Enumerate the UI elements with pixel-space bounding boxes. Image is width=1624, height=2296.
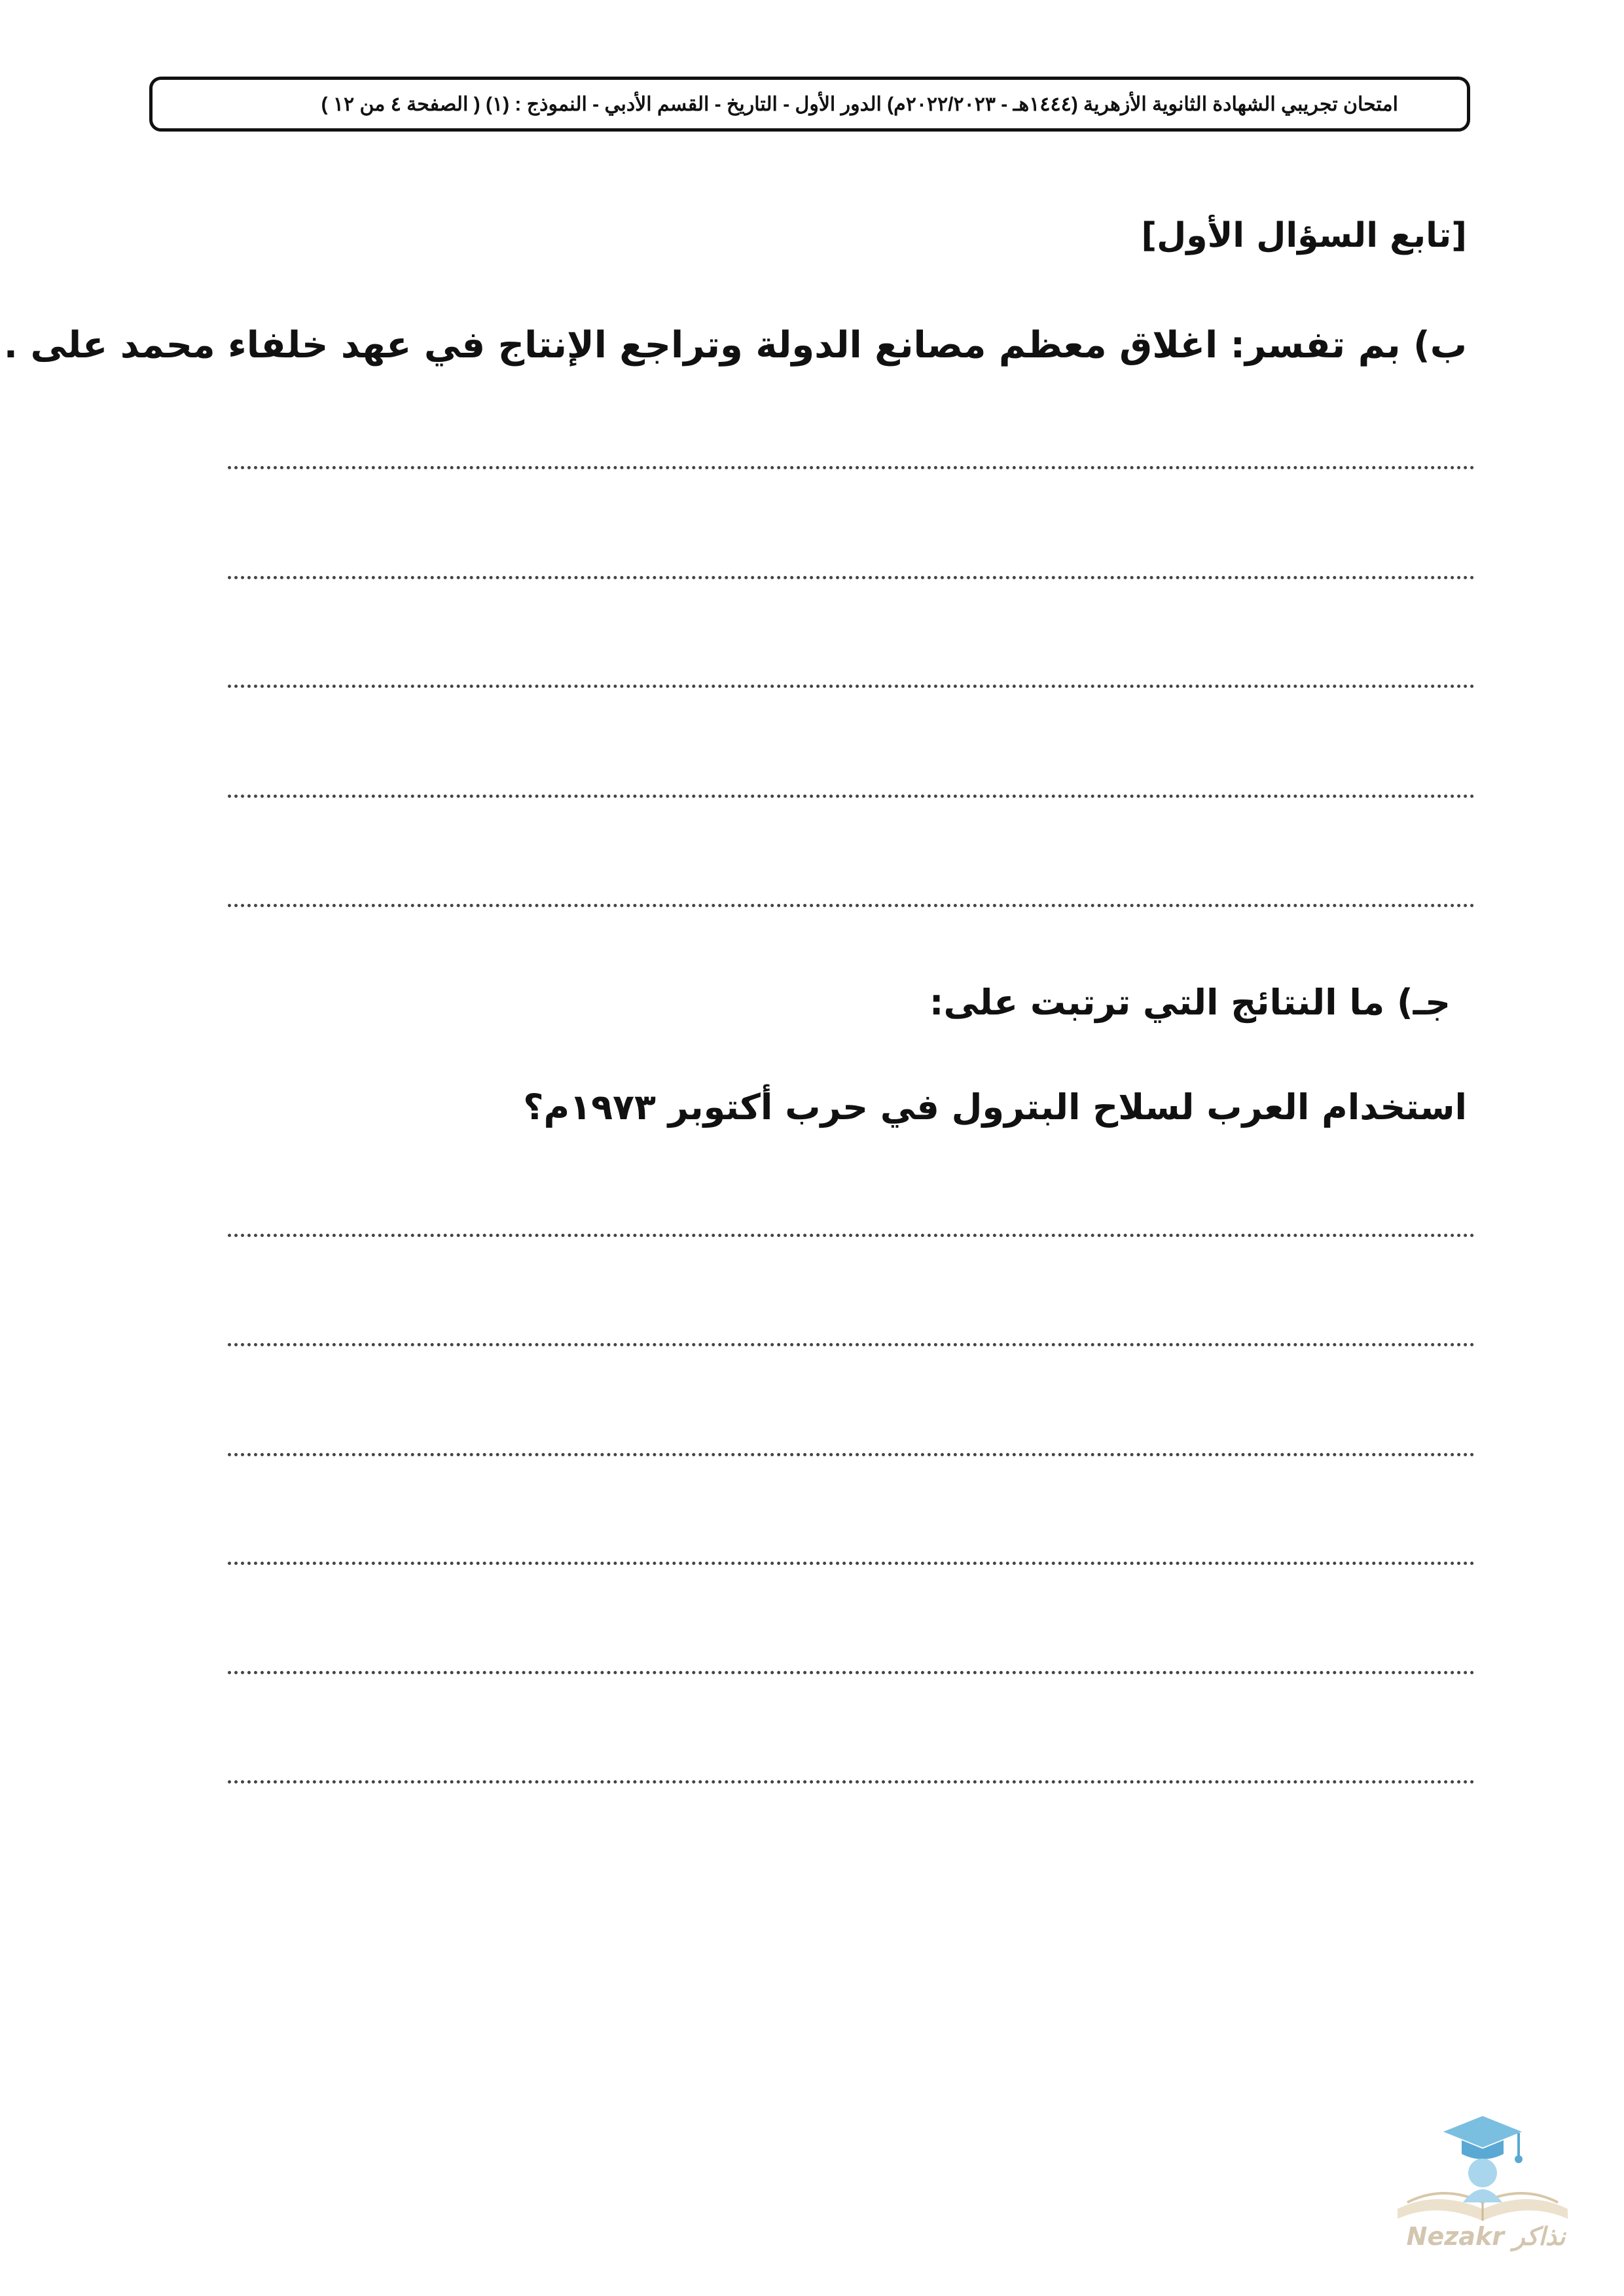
continue-question-label: [تابع السؤال الأول] <box>1141 216 1467 255</box>
answer-line <box>228 576 1475 579</box>
question-c-text: جـ) ما النتائج التي ترتبت على: <box>929 982 1451 1023</box>
answer-line <box>228 1671 1475 1674</box>
exam-header-box <box>149 77 1470 132</box>
answer-line <box>228 795 1475 798</box>
question-b-text: ب) بم تفسر: اغلاق معظم مصانع الدولة وتراجع الإنتاج في عهد خلفاء محمد على . <box>3 324 1467 367</box>
answer-line <box>228 1780 1475 1784</box>
logo-text: Nezakr نذاكر <box>1406 2222 1566 2251</box>
answer-line <box>228 1234 1475 1237</box>
answer-line <box>228 685 1475 688</box>
answer-line <box>228 1453 1475 1456</box>
answer-line <box>228 1343 1475 1346</box>
answer-line <box>228 904 1475 907</box>
question-c-subtext: استخدام العرب لسلاح البترول في حرب أكتوبر ١٩٧٣م؟ <box>523 1086 1467 1128</box>
answer-line <box>228 1562 1475 1565</box>
exam-header-text: امتحان تجريبي الشهادة الثانوية الأزهرية (١٤٤٤هـ - ٢٠٢٢/٢٠٢٣م) الدور الأول - التاريخ - القسم الأدبي - النموذج : (١) ( الصفحة ٤ من ١٢ ) <box>321 93 1398 115</box>
answer-line <box>228 466 1475 469</box>
